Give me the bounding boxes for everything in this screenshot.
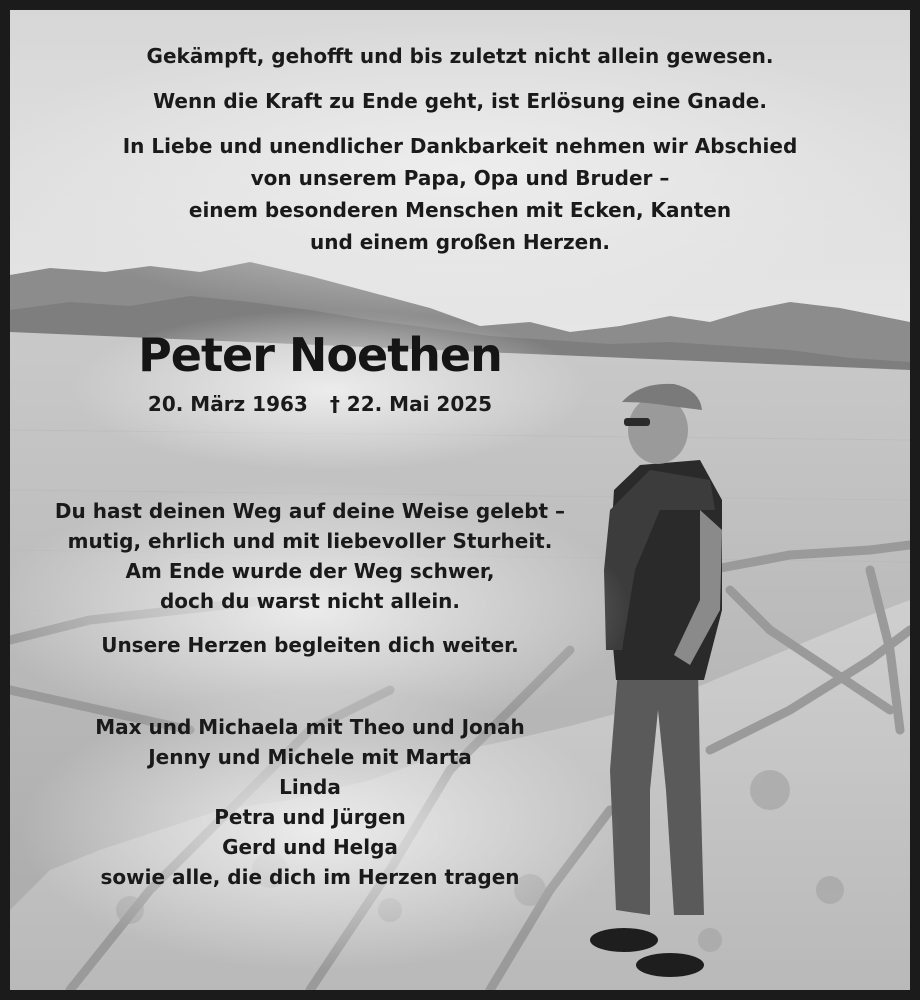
mourner-line: sowie alle, die dich im Herzen tragen (100, 865, 520, 889)
deceased-name: Peter Noethen (138, 328, 502, 382)
mourner-line: Petra und Jürgen (214, 805, 406, 829)
intro-line-1: Gekämpft, gehofft und bis zuletzt nicht allein gewesen. (146, 44, 774, 68)
intro-line-2: Wenn die Kraft zu Ende geht, ist Erlösung eine Gnade. (153, 89, 767, 113)
mourner-line: Max und Michaela mit Theo und Jonah (95, 715, 525, 739)
mourner-line: Jenny und Michele mit Marta (148, 745, 472, 769)
verse-line-4: doch du warst nicht allein. (159, 589, 461, 613)
mourner-line: Linda (279, 775, 341, 799)
life-dates (125, 392, 515, 416)
intro-text (10, 40, 910, 258)
intro-line-5: einem besonderen Menschen mit Ecken, Kanten (188, 198, 732, 222)
intro-line-6: und einem großen Herzen. (309, 230, 611, 254)
verse-line-2: mutig, ehrlich und mit liebevoller Sturheit. (67, 529, 553, 553)
intro-line-4: von unserem Papa, Opa und Bruder – (250, 166, 670, 190)
mourner-line: Gerd und Helga (222, 835, 398, 859)
verse-line-5: Unsere Herzen begleiten dich weiter. (101, 633, 519, 657)
mourners-list (30, 712, 590, 892)
intro-line-3: In Liebe und unendlicher Dankbarkeit nehmen wir Abschied (122, 134, 798, 158)
verse-line-1: Du hast deinen Weg auf deine Weise gelebt – (54, 499, 566, 523)
death-date: † 22. Mai 2025 (329, 392, 493, 416)
birth-date: 20. März 1963 (147, 392, 308, 416)
verse (30, 496, 590, 660)
verse-line-3: Am Ende wurde der Weg schwer, (125, 559, 495, 583)
